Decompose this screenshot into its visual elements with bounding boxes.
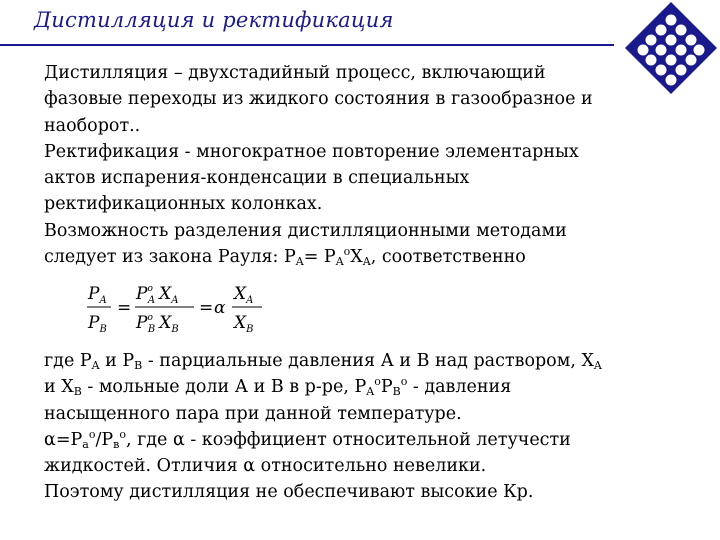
text-line: насыщенного пара при данной температуре.: [44, 403, 462, 424]
text-line: наоборот..: [44, 115, 141, 136]
definitions-paragraph: [44, 60, 664, 270]
text-line: Поэтому дистилляция не обеспечивают высокие Кр.: [44, 482, 534, 503]
svg-text:XA: $X_A$: [234, 284, 254, 306]
text-line: Возможность разделения дистилляционными методами: [44, 220, 567, 241]
relative-volatility-formula: [86, 280, 276, 340]
text-line: $\alpha=P_a^o/P_в^o$, где α - коэффициент относительной летучести: [44, 427, 571, 451]
text-line: Ректификация - многократное повторение элементарных: [44, 141, 579, 162]
text-line: ректификационных колонках.: [44, 194, 323, 215]
text-line: актов испарения-конденсации в специальных: [44, 168, 470, 189]
text-line: где $P_A$ и $P_B$ - парциальные давления А и В над раствором, $X_A$: [44, 351, 602, 372]
svg-text:PoAXA: $P^o$ A $X_A$: [136, 284, 179, 306]
svg-text:PA: $P_A$: [88, 284, 107, 306]
svg-text:=: =: [117, 298, 132, 318]
svg-text:=: =: [199, 298, 214, 318]
explanation-paragraph: [44, 348, 664, 506]
svg-text:PB: $P_B$: [88, 313, 107, 335]
raoult-law-line: следует из закона Рауля: $P_A= P_A^oX_A$, соответственно: [44, 245, 526, 269]
text-line: Дистилляция – двухстадийный процесс, включающий: [44, 63, 546, 83]
text-line: жидкостей. Отличия α относительно невелики.: [44, 456, 487, 477]
svg-text:α: α: [214, 298, 226, 318]
text-line: фазовые переходы из жидкого состояния в газообразное и: [44, 89, 593, 110]
text-line: и $X_B$ - мольные доли А и В в р-ре, $P_A^oP_B^o$ - давления: [44, 375, 512, 399]
title-divider: [0, 44, 614, 46]
svg-text:PoBXB: $P^o$ B $X_B$: [136, 313, 179, 335]
slide-title: Дистилляция и ректификация: [34, 8, 394, 32]
svg-text:XB: $X_B$: [234, 313, 254, 335]
